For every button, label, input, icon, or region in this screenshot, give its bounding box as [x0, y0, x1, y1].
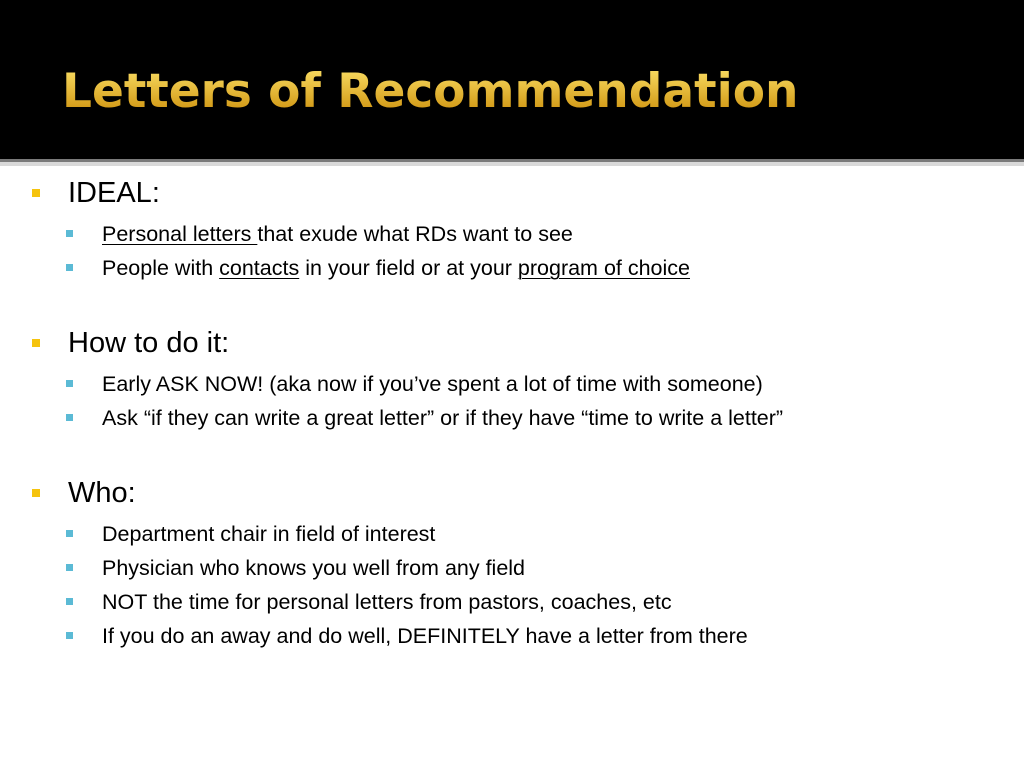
list-item — [102, 405, 783, 431]
level2-bullet-icon — [66, 264, 73, 271]
level2-bullet-icon — [66, 530, 73, 537]
level1-bullet-icon — [32, 339, 40, 347]
slide-title: Letters of Recommendation — [62, 64, 799, 119]
item-text: Department chair in field of interest — [102, 522, 436, 546]
list-item — [102, 623, 748, 649]
level2-bullet-icon — [66, 632, 73, 639]
list-item — [102, 255, 690, 281]
item-text: Ask “if they can write a great letter” or if they have “time to write a letter” — [102, 406, 784, 430]
section-heading-ideal: IDEAL: — [68, 177, 160, 209]
list-item — [102, 589, 672, 615]
level2-bullet-icon — [66, 414, 73, 421]
level2-bullet-icon — [66, 380, 73, 387]
level2-bullet-icon — [66, 564, 73, 571]
item-text: Physician who knows you well from any field — [102, 556, 526, 580]
underlined-text: contacts — [219, 256, 300, 280]
item-text: NOT the time for personal letters from pastors, coaches, etc — [102, 590, 672, 614]
underlined-text: Personal letters — [102, 222, 258, 246]
level2-bullet-icon — [66, 230, 73, 237]
item-text: If you do an away and do well, DEFINITELY have a letter from there — [102, 624, 748, 648]
level1-bullet-icon — [32, 489, 40, 497]
item-text: People with — [102, 256, 220, 280]
item-text: that exude what RDs want to see — [257, 222, 573, 246]
section-heading-how: How to do it: — [68, 327, 230, 359]
level2-bullet-icon — [66, 598, 73, 605]
level1-bullet-icon — [32, 189, 40, 197]
list-item — [102, 371, 763, 397]
underlined-text: program of choice — [517, 256, 690, 280]
list-item — [102, 555, 525, 581]
item-text: in your field or at your — [299, 256, 518, 280]
list-item — [102, 521, 435, 547]
section-heading-who: Who: — [68, 477, 136, 509]
item-text: Early ASK NOW! (aka now if you’ve spent a lot of time with someone) — [102, 372, 763, 396]
list-item — [102, 221, 573, 247]
